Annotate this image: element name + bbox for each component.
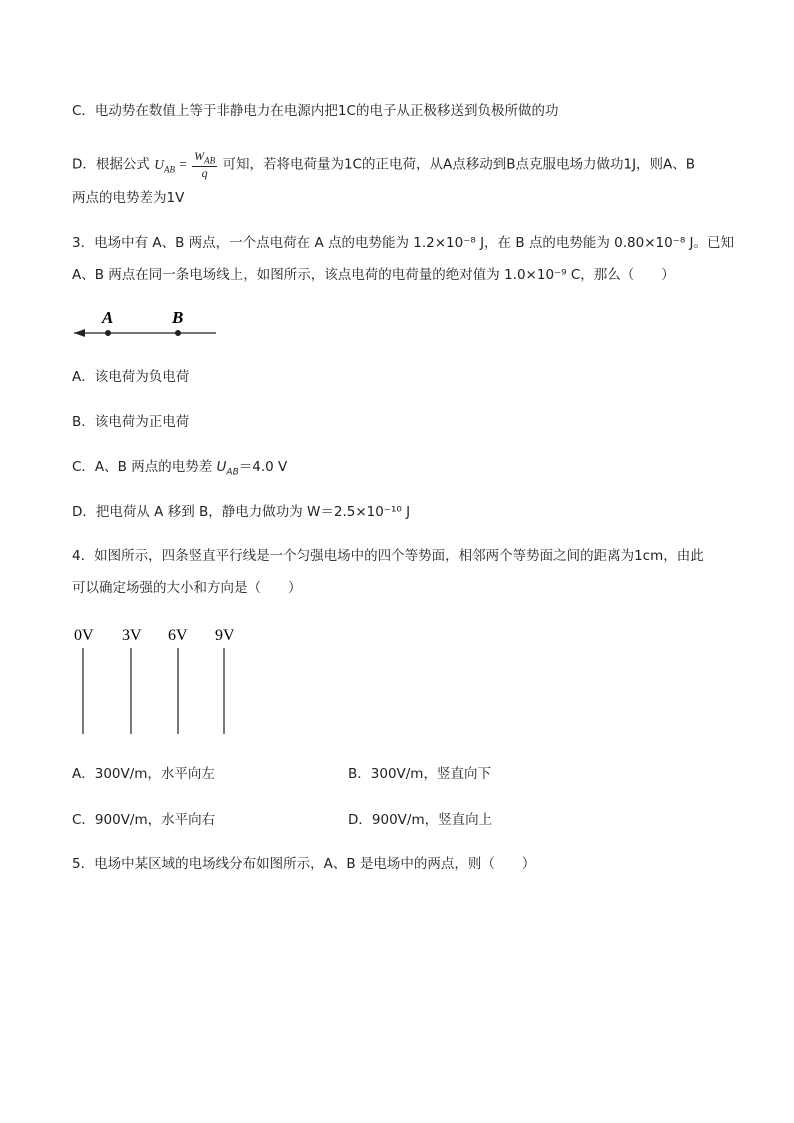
q3-stem-line2: A、B 两点在同一条电场线上，如图所示，该点电荷的电荷量的绝对值为 1.0×10⁻⁹ C，那么（ ） — [72, 267, 675, 283]
formula-equals: = — [179, 156, 187, 172]
q2-option-d-suffix: 可知，若将电荷量为1C的正电荷，从A点移动到B点克服电场力做功1J，则A、B — [222, 156, 696, 173]
point-b — [175, 330, 181, 336]
potential-label-2: 6V — [168, 627, 188, 644]
q2-option-d-line2: 两点的电势差为1V — [72, 190, 185, 206]
arrow-left-icon — [74, 329, 85, 337]
q3-option-c: C．A、B 两点的电势差 $U_{AB}=4.0$ V — [72, 459, 288, 478]
q4-stem-line2: 可以确定场强的大小和方向是（ ） — [72, 580, 302, 596]
q4-option-c: C．900V/m，水平向右 — [72, 812, 216, 828]
label-a: A — [102, 308, 114, 327]
q3-stem-line1: 3．电场中有 A、B 两点，一个点电荷在 A 点的电势能为 1.2×10⁻⁸ J，在 B 点的电势能为 0.80×10⁻⁸ J。已知 — [72, 235, 735, 251]
potential-difference-symbol: $U_{AB}$ — [216, 459, 239, 478]
q5-stem: 5．电场中某区域的电场线分布如图所示，A、B 是电场中的两点，则（ ） — [72, 856, 536, 872]
formula-u: $U_{AB}$ — [154, 156, 175, 175]
q4-option-a: A．300V/m，水平向左 — [72, 766, 215, 782]
point-a — [105, 330, 111, 336]
q2-option-d-prefix: D．根据公式 — [72, 156, 150, 173]
q4-equipotential-figure — [70, 620, 260, 740]
q3-option-a: A．该电荷为负电荷 — [72, 369, 190, 385]
q4-option-d: D．900V/m，竖直向上 — [348, 812, 493, 828]
q3-option-d: D．把电荷从 A 移到 B，静电力做功为 W＝2.5×10⁻¹⁰ J — [72, 504, 411, 520]
potential-label-1: 3V — [122, 627, 142, 644]
potential-label-0: 0V — [74, 627, 94, 644]
potential-label-3: 9V — [215, 627, 235, 644]
q4-option-b: B．300V/m，竖直向下 — [348, 766, 491, 782]
q2-option-d — [72, 150, 695, 182]
q2-option-c: C．电动势在数值上等于非静电力在电源内把1C的电子从正极移送到负极所做的功 — [72, 103, 559, 119]
q3-field-line-figure — [70, 302, 230, 346]
label-b: B — [172, 308, 184, 327]
q3-option-b: B．该电荷为正电荷 — [72, 414, 190, 430]
formula-fraction: $\frac{W_{AB}}{q}$ — [194, 149, 216, 181]
q4-stem-line1: 4．如图所示，四条竖直平行线是一个匀强电场中的四个等势面，相邻两个等势面之间的距离为1cm，由此 — [72, 548, 704, 564]
